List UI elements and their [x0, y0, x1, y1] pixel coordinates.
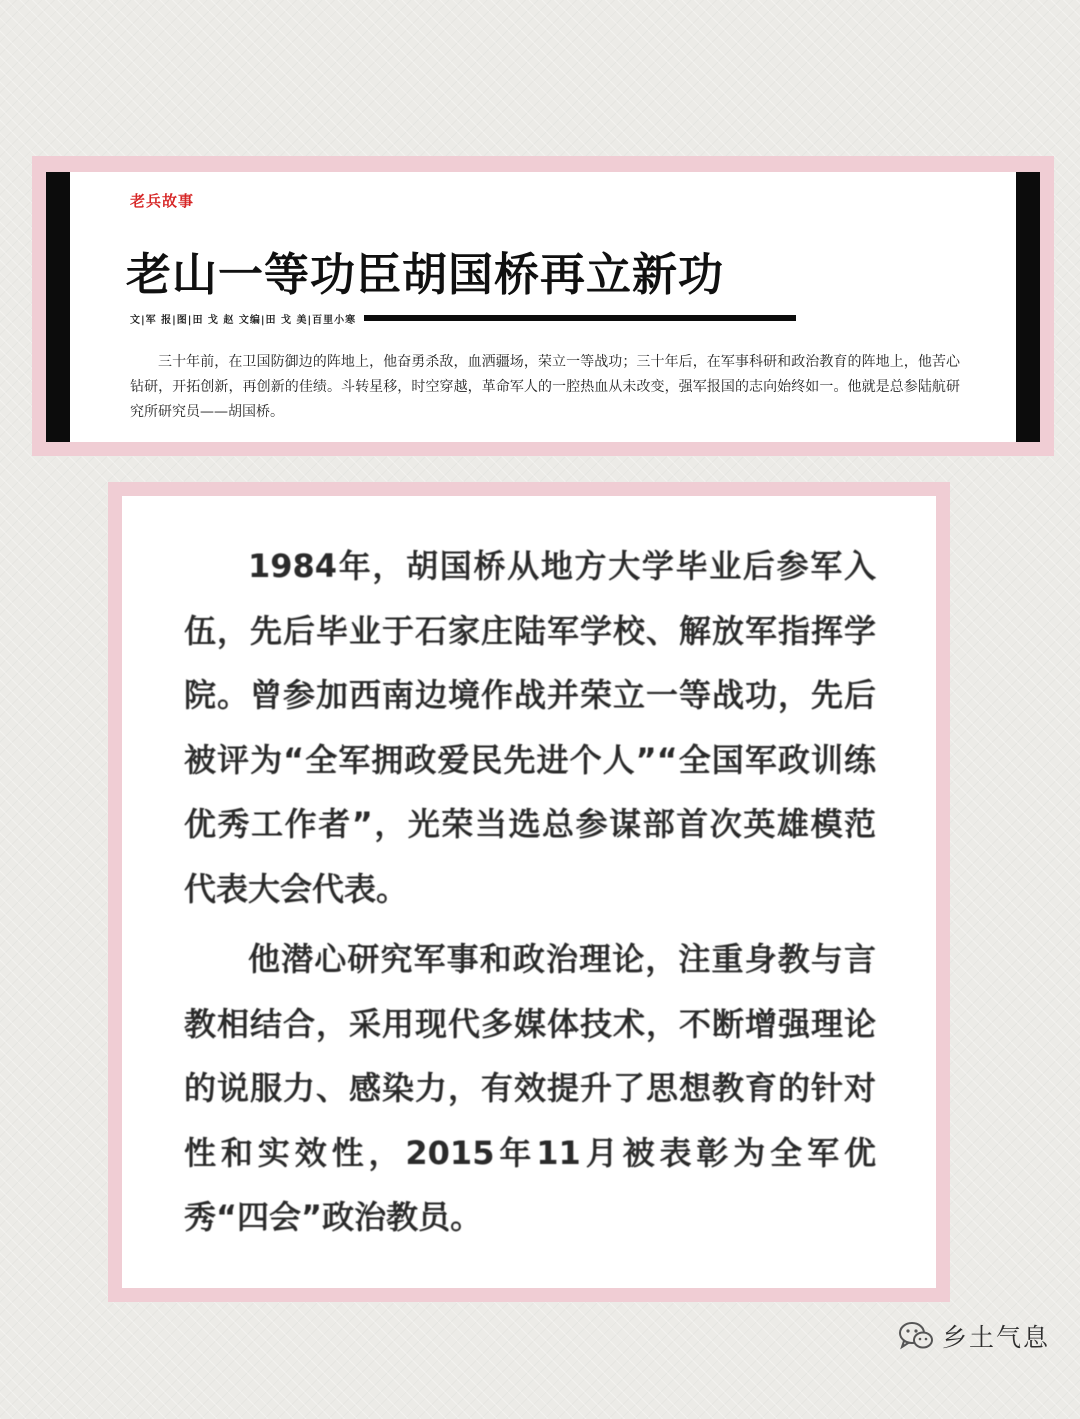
body-clipping [122, 496, 936, 1288]
header-clipping-card [32, 156, 1054, 456]
byline: 文|军 报|图|田 戈 赵 文编|田 戈 美|百里小寒 [130, 314, 357, 326]
section-tag: 老兵故事 [130, 192, 195, 210]
article-headline: 老山一等功臣胡国桥再立新功 [126, 248, 725, 301]
left-black-bar [46, 172, 70, 442]
article-intro: 三十年前，在卫国防御边的阵地上，他奋勇杀敌，血洒疆场，荣立一等战功；三十年后，在军事科研和政治教育的阵地上，他苦心钻研，开拓创新，再创新的佳绩。斗转星移，时空穿越，革命军人的一腔热血从未改变，强军报国的志向始终如一。他就是总参陆航研究所研究员——胡国桥。 [130, 354, 960, 420]
right-black-bar [1016, 172, 1040, 442]
body-clipping-card [108, 482, 950, 1302]
byline-rule [364, 315, 796, 321]
wechat-icon [898, 1321, 934, 1351]
byline-row [130, 309, 796, 327]
account-watermark [898, 1316, 1050, 1356]
body-paragraph-2: 他潜心研究军事和政治理论，注重身教与言教相结合，采用现代多媒体技术，不断增强理论的说服力、感染力，有效提升了思想教育的针对性和实效性，2015年11月被表彰为全军优秀“四会”政治教员。 [184, 940, 876, 1236]
header-clipping [46, 172, 1040, 442]
body-paragraph-1: 1984年，胡国桥从地方大学毕业后参军入伍，先后毕业于石家庄陆军学校、解放军指挥学院。曾参加西南边境作战并荣立一等战功，先后被评为“全军拥政爱民先进个人”“全国军政训练优秀工作者”，光荣当选总参谋部首次英雄模范代表大会代表。 [184, 547, 876, 908]
account-name: 乡土气息 [942, 1323, 1051, 1352]
